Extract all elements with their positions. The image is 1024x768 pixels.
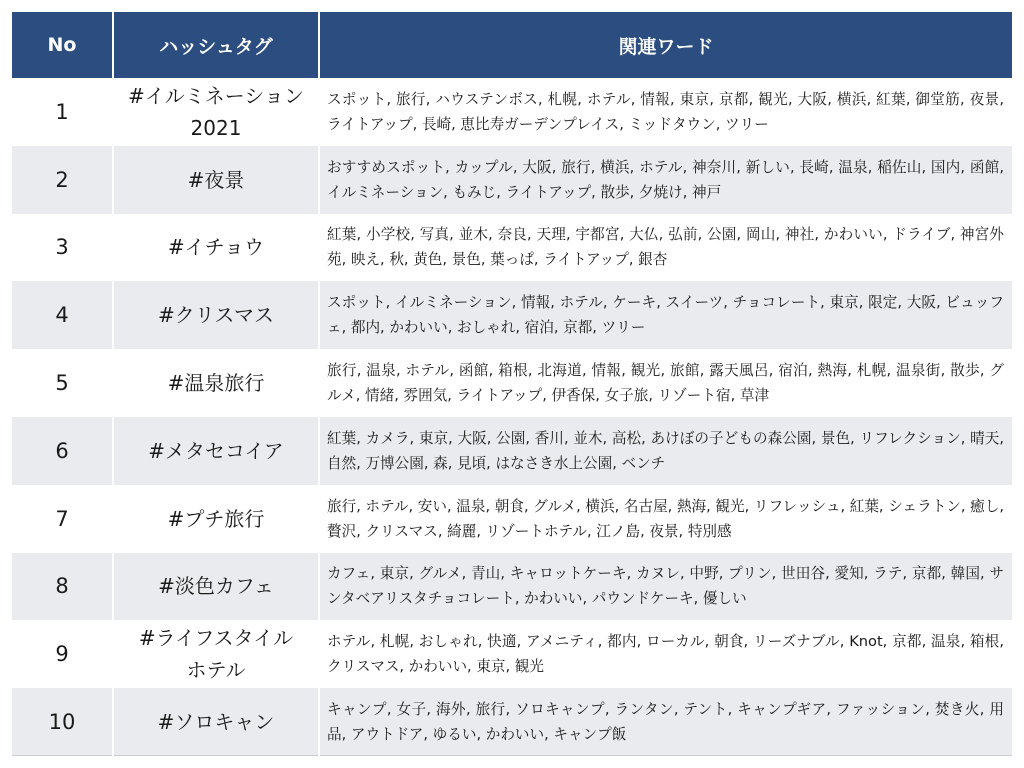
related-words-cell: ホテル, 札幌, おしゃれ, 快適, アメニティ, 都内, ローカル, 朝食, リーズナブル, Knot, 京都, 温泉, 箱根, クリスマス, かわいい, 東京, 観光 [327, 633, 1004, 676]
header-row [12, 12, 1012, 78]
related-words-cell: 紅葉, カメラ, 東京, 大阪, 公園, 香川, 並木, 高松, あけぼの子どもの森公園, 景色, リフレクション, 晴天, 自然, 万博公園, 森, 見頃, はなさき水上公園, ベンチ [327, 429, 1004, 472]
hashtag-cell: #イチョウ [113, 214, 319, 282]
hashtag-cell: #温泉旅行 [113, 349, 319, 417]
table-row [12, 553, 1012, 621]
hashtag-line: #ライフスタイル [138, 626, 294, 651]
hashtag-line: ホテル [186, 658, 246, 683]
related-words-cell: 紅葉, 小学校, 写真, 並木, 奈良, 天理, 宇都宮, 大仏, 弘前, 公園, 岡山, 神社, かわいい, ドライブ, 神宮外苑, 映え, 秋, 黄色, 景色, 葉っぱ, ライトアップ, 銀杏 [327, 226, 1004, 269]
hashtag-related-words-table [12, 12, 1012, 756]
related-words-cell: おすすめスポット, カップル, 大阪, 旅行, 横浜, ホテル, 神奈川, 新しい, 長崎, 温泉, 稲佐山, 国内, 函館, イルミネーション, もみじ, ライトアップ, 散歩, 夕焼け, 神戸 [327, 158, 1004, 201]
row-number: 9 [12, 620, 113, 688]
row-number: 1 [12, 78, 113, 146]
row-number: 2 [12, 146, 113, 214]
table-row [12, 417, 1012, 485]
row-number: 6 [12, 417, 113, 485]
hashtag-line: #イルミネーション [128, 83, 304, 108]
related-words-cell: カフェ, 東京, グルメ, 青山, キャロットケーキ, カヌレ, 中野, プリン, 世田谷, 愛知, ラテ, 京都, 韓国, サンタベアリスタチョコレート, かわいい, パウンドケーキ, 優しい [327, 565, 1004, 608]
related-words-cell: スポット, イルミネーション, 情報, ホテル, ケーキ, スイーツ, チョコレート, 東京, 限定, 大阪, ビュッフェ, 都内, かわいい, おしゃれ, 宿泊, 京都, ツリー [327, 294, 1004, 337]
row-number: 7 [12, 485, 113, 553]
table-row [12, 146, 1012, 214]
hashtag-line: 2021 [190, 115, 242, 140]
table-row [12, 78, 1012, 146]
table-row [12, 688, 1012, 756]
row-number: 8 [12, 553, 113, 621]
row-number: 3 [12, 214, 113, 282]
hashtag-cell: #クリスマス [113, 281, 319, 349]
hashtag-cell [113, 620, 319, 688]
header-no: No [12, 12, 113, 78]
header-related-words: 関連ワード [319, 12, 1012, 78]
table-body [12, 78, 1012, 756]
table-row [12, 214, 1012, 282]
hashtag-cell [113, 78, 319, 146]
table-row [12, 349, 1012, 417]
related-words-cell: 旅行, ホテル, 安い, 温泉, 朝食, グルメ, 横浜, 名古屋, 熱海, 観光, リフレッシュ, 紅葉, シェラトン, 癒し, 贅沢, クリスマス, 綺麗, リゾートホテル, 江ノ島, 夜景, 特別感 [327, 497, 1004, 540]
hashtag-cell: #ソロキャン [113, 688, 319, 756]
row-number: 4 [12, 281, 113, 349]
hashtag-cell: #淡色カフェ [113, 553, 319, 621]
hashtag-cell: #夜景 [113, 146, 319, 214]
table-row [12, 620, 1012, 688]
table-row [12, 281, 1012, 349]
hashtag-cell: #プチ旅行 [113, 485, 319, 553]
hashtag-cell: #メタセコイア [113, 417, 319, 485]
related-words-cell: 旅行, 温泉, ホテル, 函館, 箱根, 北海道, 情報, 観光, 旅館, 露天風呂, 宿泊, 熱海, 札幌, 温泉街, 散歩, グルメ, 情緒, 雰囲気, ライトアップ, 伊香保, 女子旅, リゾート宿, 草津 [327, 362, 1004, 405]
table-row [12, 485, 1012, 553]
header-hashtag: ハッシュタグ [113, 12, 319, 78]
table-header [12, 12, 1012, 78]
related-words-cell: キャンプ, 女子, 海外, 旅行, ソロキャンプ, ランタン, テント, キャンプギア, ファッション, 焚き火, 用品, アウトドア, ゆるい, かわいい, キャンプ飯 [327, 700, 1004, 743]
related-words-cell: スポット, 旅行, ハウステンボス, 札幌, ホテル, 情報, 東京, 京都, 観光, 大阪, 横浜, 紅葉, 御堂筋, 夜景, ライトアップ, 長崎, 恵比寿ガーデンプレイス, ミッドタウン, ツリー [327, 90, 1004, 133]
row-number: 10 [12, 688, 113, 756]
hashtag-table-container [12, 12, 1012, 756]
row-number: 5 [12, 349, 113, 417]
